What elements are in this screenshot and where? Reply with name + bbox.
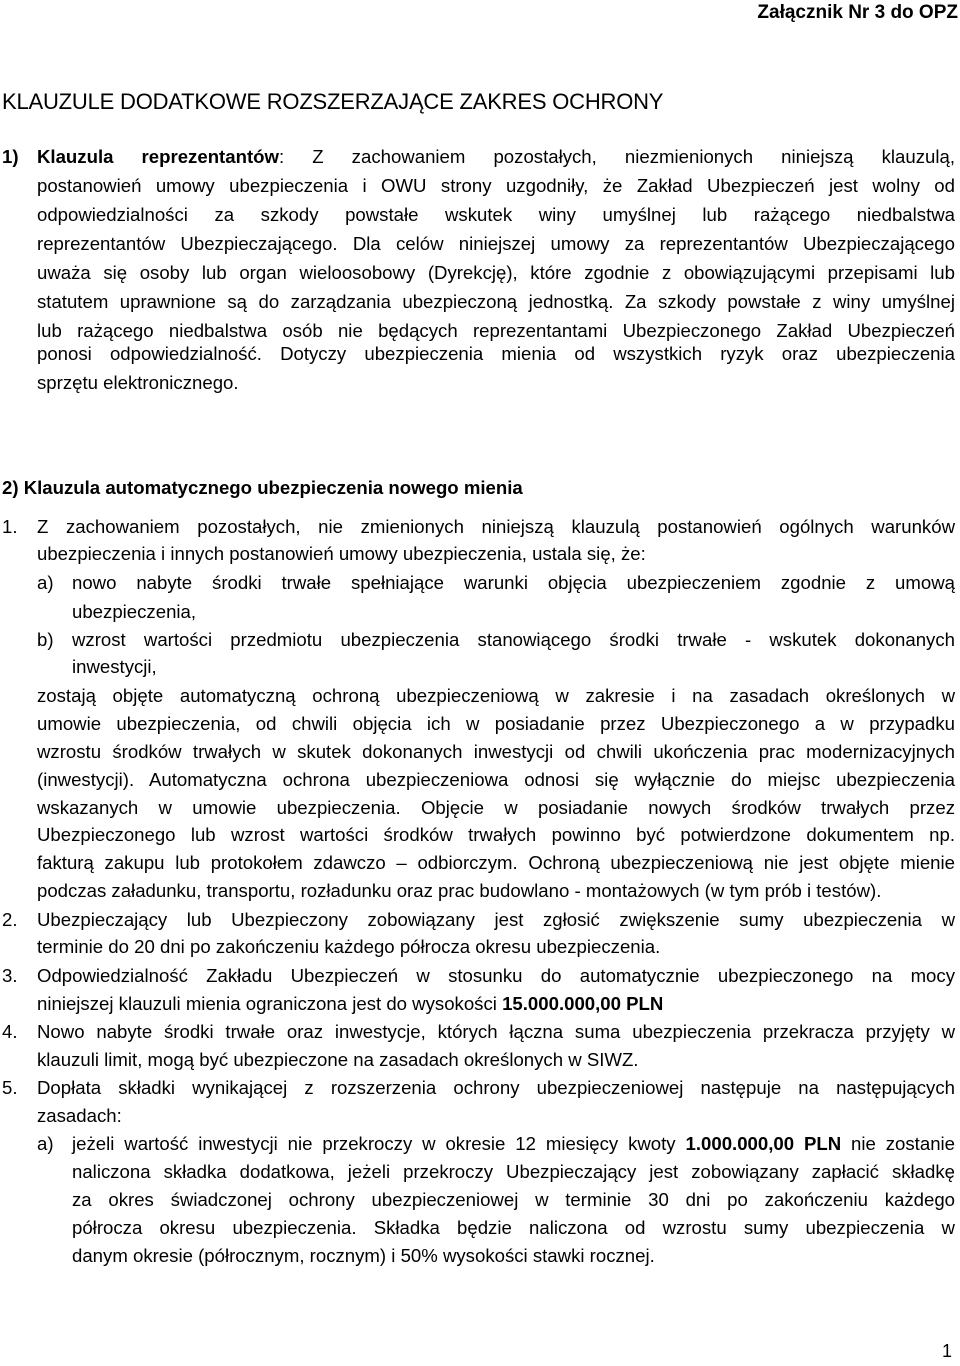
sub-line: ubezpieczenia, xyxy=(72,601,197,622)
sub-line: za okres świadczonej ochrony ubezpieczeniowej w terminie 30 dni po zakończeniu każdego xyxy=(72,1189,955,1210)
sub-letter: b) xyxy=(37,629,54,650)
item-line: klauzuli limit, mogą być ubezpieczone na zasadach określonych w SIWZ. xyxy=(37,1049,639,1070)
item-line: Ubezpieczający lub Ubezpieczony zobowiązany jest zgłosić zwiększenie sumy ubezpieczenia w xyxy=(37,909,955,930)
clause-1-number: 1) xyxy=(2,146,19,167)
item-number: 2. xyxy=(2,909,18,930)
sub-line: naliczona składka dodatkowa, jeżeli przekroczy Ubezpieczający jest zobowiązany zapłacić składkę xyxy=(72,1161,955,1182)
item-line: terminie do 20 dni po zakończeniu każdego półrocza okresu ubezpieczenia. xyxy=(37,936,661,957)
item-number: 1. xyxy=(2,516,18,537)
clause-1-line: uważa się osoby lub organ wieloosobowy (Dyrekcję), które zgodnie z obowiązującymi przepisami lub xyxy=(37,262,955,283)
clause-1-line: lub rażącego niedbalstwa osób nie będących reprezentantami Ubezpieczonego Zakład Ubezpieczeń xyxy=(37,320,955,341)
item-line: fakturą zakupu lub protokołem zdawczo – odbiorczym. Ochroną ubezpieczeniową nie jest objęte mienie xyxy=(37,852,955,873)
item-line: (inwestycji). Automatyczna ochrona ubezpieczeniowa odnosi się wyłącznie do miejsc ubezpieczenia xyxy=(37,769,955,790)
amount-limit: 15.000.000,00 PLN xyxy=(502,993,664,1014)
item-line: Ubezpieczonego lub wzrost wartości środków trwałych powinno być potwierdzone dokumentem np. xyxy=(37,824,955,845)
document-title: KLAUZULE DODATKOWE ROZSZERZAJĄCE ZAKRES OCHRONY xyxy=(2,89,664,114)
clause-1-line: Klauzula reprezentantów: Z zachowaniem pozostałych, niezmienionych niniejszą klauzulą, xyxy=(37,146,955,167)
item-line: Odpowiedzialność Zakładu Ubezpieczeń w stosunku do automatycznie ubezpieczonego na mocy xyxy=(37,965,955,986)
amount-threshold: 1.000.000,00 PLN xyxy=(685,1133,842,1154)
item-line: zostają objęte automatyczną ochroną ubezpieczeniową w zakresie i na zasadach określonych w xyxy=(37,685,955,706)
sub-line: danym okresie (półrocznym, rocznym) i 50% wysokości stawki rocznej. xyxy=(72,1245,655,1266)
clause-1-name: Klauzula reprezentantów xyxy=(37,146,279,167)
annex-label: Załącznik Nr 3 do OPZ xyxy=(757,2,958,23)
clause-1-line: reprezentantów Ubezpieczającego. Dla celów niniejszej umowy za reprezentantów Ubezpieczającego xyxy=(37,233,955,254)
item-number: 3. xyxy=(2,965,18,986)
item-line: niniejszej klauzuli mienia ograniczona jest do wysokości 15.000.000,00 PLN xyxy=(37,993,664,1014)
clause-1-line: odpowiedzialności za szkody powstałe wskutek winy umyślnej lub rażącego niedbalstwa xyxy=(37,204,955,225)
clause-2-heading: 2) Klauzula automatycznego ubezpieczenia nowego mienia xyxy=(2,477,523,498)
item-line: Nowo nabyte środki trwałe oraz inwestycje, których łączna suma ubezpieczenia przekracza przyjęty w xyxy=(37,1021,955,1042)
clause-1-line: sprzętu elektronicznego. xyxy=(37,372,239,393)
sub-line: inwestycji, xyxy=(72,656,157,677)
clause-1-line: ponosi odpowiedzialność. Dotyczy ubezpieczenia mienia od wszystkich ryzyk oraz ubezpieczenia xyxy=(37,343,955,364)
item-line: ubezpieczenia i innych postanowień umowy ubezpieczenia, ustala się, że: xyxy=(37,543,646,564)
sub-line: wzrost wartości przedmiotu ubezpieczenia stanowiącego środki trwałe - wskutek dokonanych xyxy=(72,629,955,650)
sub-line: półrocza okresu ubezpieczenia. Składka będzie naliczona od wzrostu sumy ubezpieczenia w xyxy=(72,1217,955,1238)
sub-letter: a) xyxy=(37,572,54,593)
sub-line: nowo nabyte środki trwałe spełniające warunki objęcia ubezpieczeniem zgodnie z umową xyxy=(72,572,955,593)
clause-1-line: statutem uprawnione są do zarządzania ubezpieczoną jednostką. Za szkody powstałe z winy umyślnej xyxy=(37,291,955,312)
item-line: podczas załadunku, transportu, rozładunku oraz prac budowlano - montażowych (w tym prób i testów). xyxy=(37,880,882,901)
sub-line: jeżeli wartość inwestycji nie przekroczy w okresie 12 miesięcy kwoty 1.000.000,00 PLN nie zostanie xyxy=(72,1133,956,1154)
item-line: wzrostu środków trwałych w skutek dokonanych inwestycji od chwili ukończenia prac modernizacyjnych xyxy=(37,741,955,762)
item-line: Dopłata składki wynikającej z rozszerzenia ochrony ubezpieczeniowej następuje na następujących xyxy=(37,1077,955,1098)
item-line: zasadach: xyxy=(37,1105,122,1126)
clause-1-line: postanowień umowy ubezpieczenia i OWU strony uzgodniły, że Zakład Ubezpieczeń jest wolny od xyxy=(37,175,955,196)
item-number: 4. xyxy=(2,1021,18,1042)
sub-letter: a) xyxy=(37,1133,54,1154)
item-line: Z zachowaniem pozostałych, nie zmienionych niniejszą klauzulą postanowień ogólnych warunków xyxy=(37,516,955,537)
item-line: umowie ubezpieczenia, od chwili objęcia ich w posiadanie przez Ubezpieczonego a w przypadku xyxy=(37,713,955,734)
item-number: 5. xyxy=(2,1077,18,1098)
page-number: 1 xyxy=(941,1341,952,1361)
item-line: wskazanych w umowie ubezpieczenia. Objęcie w posiadanie nowych środków trwałych przez xyxy=(37,797,955,818)
